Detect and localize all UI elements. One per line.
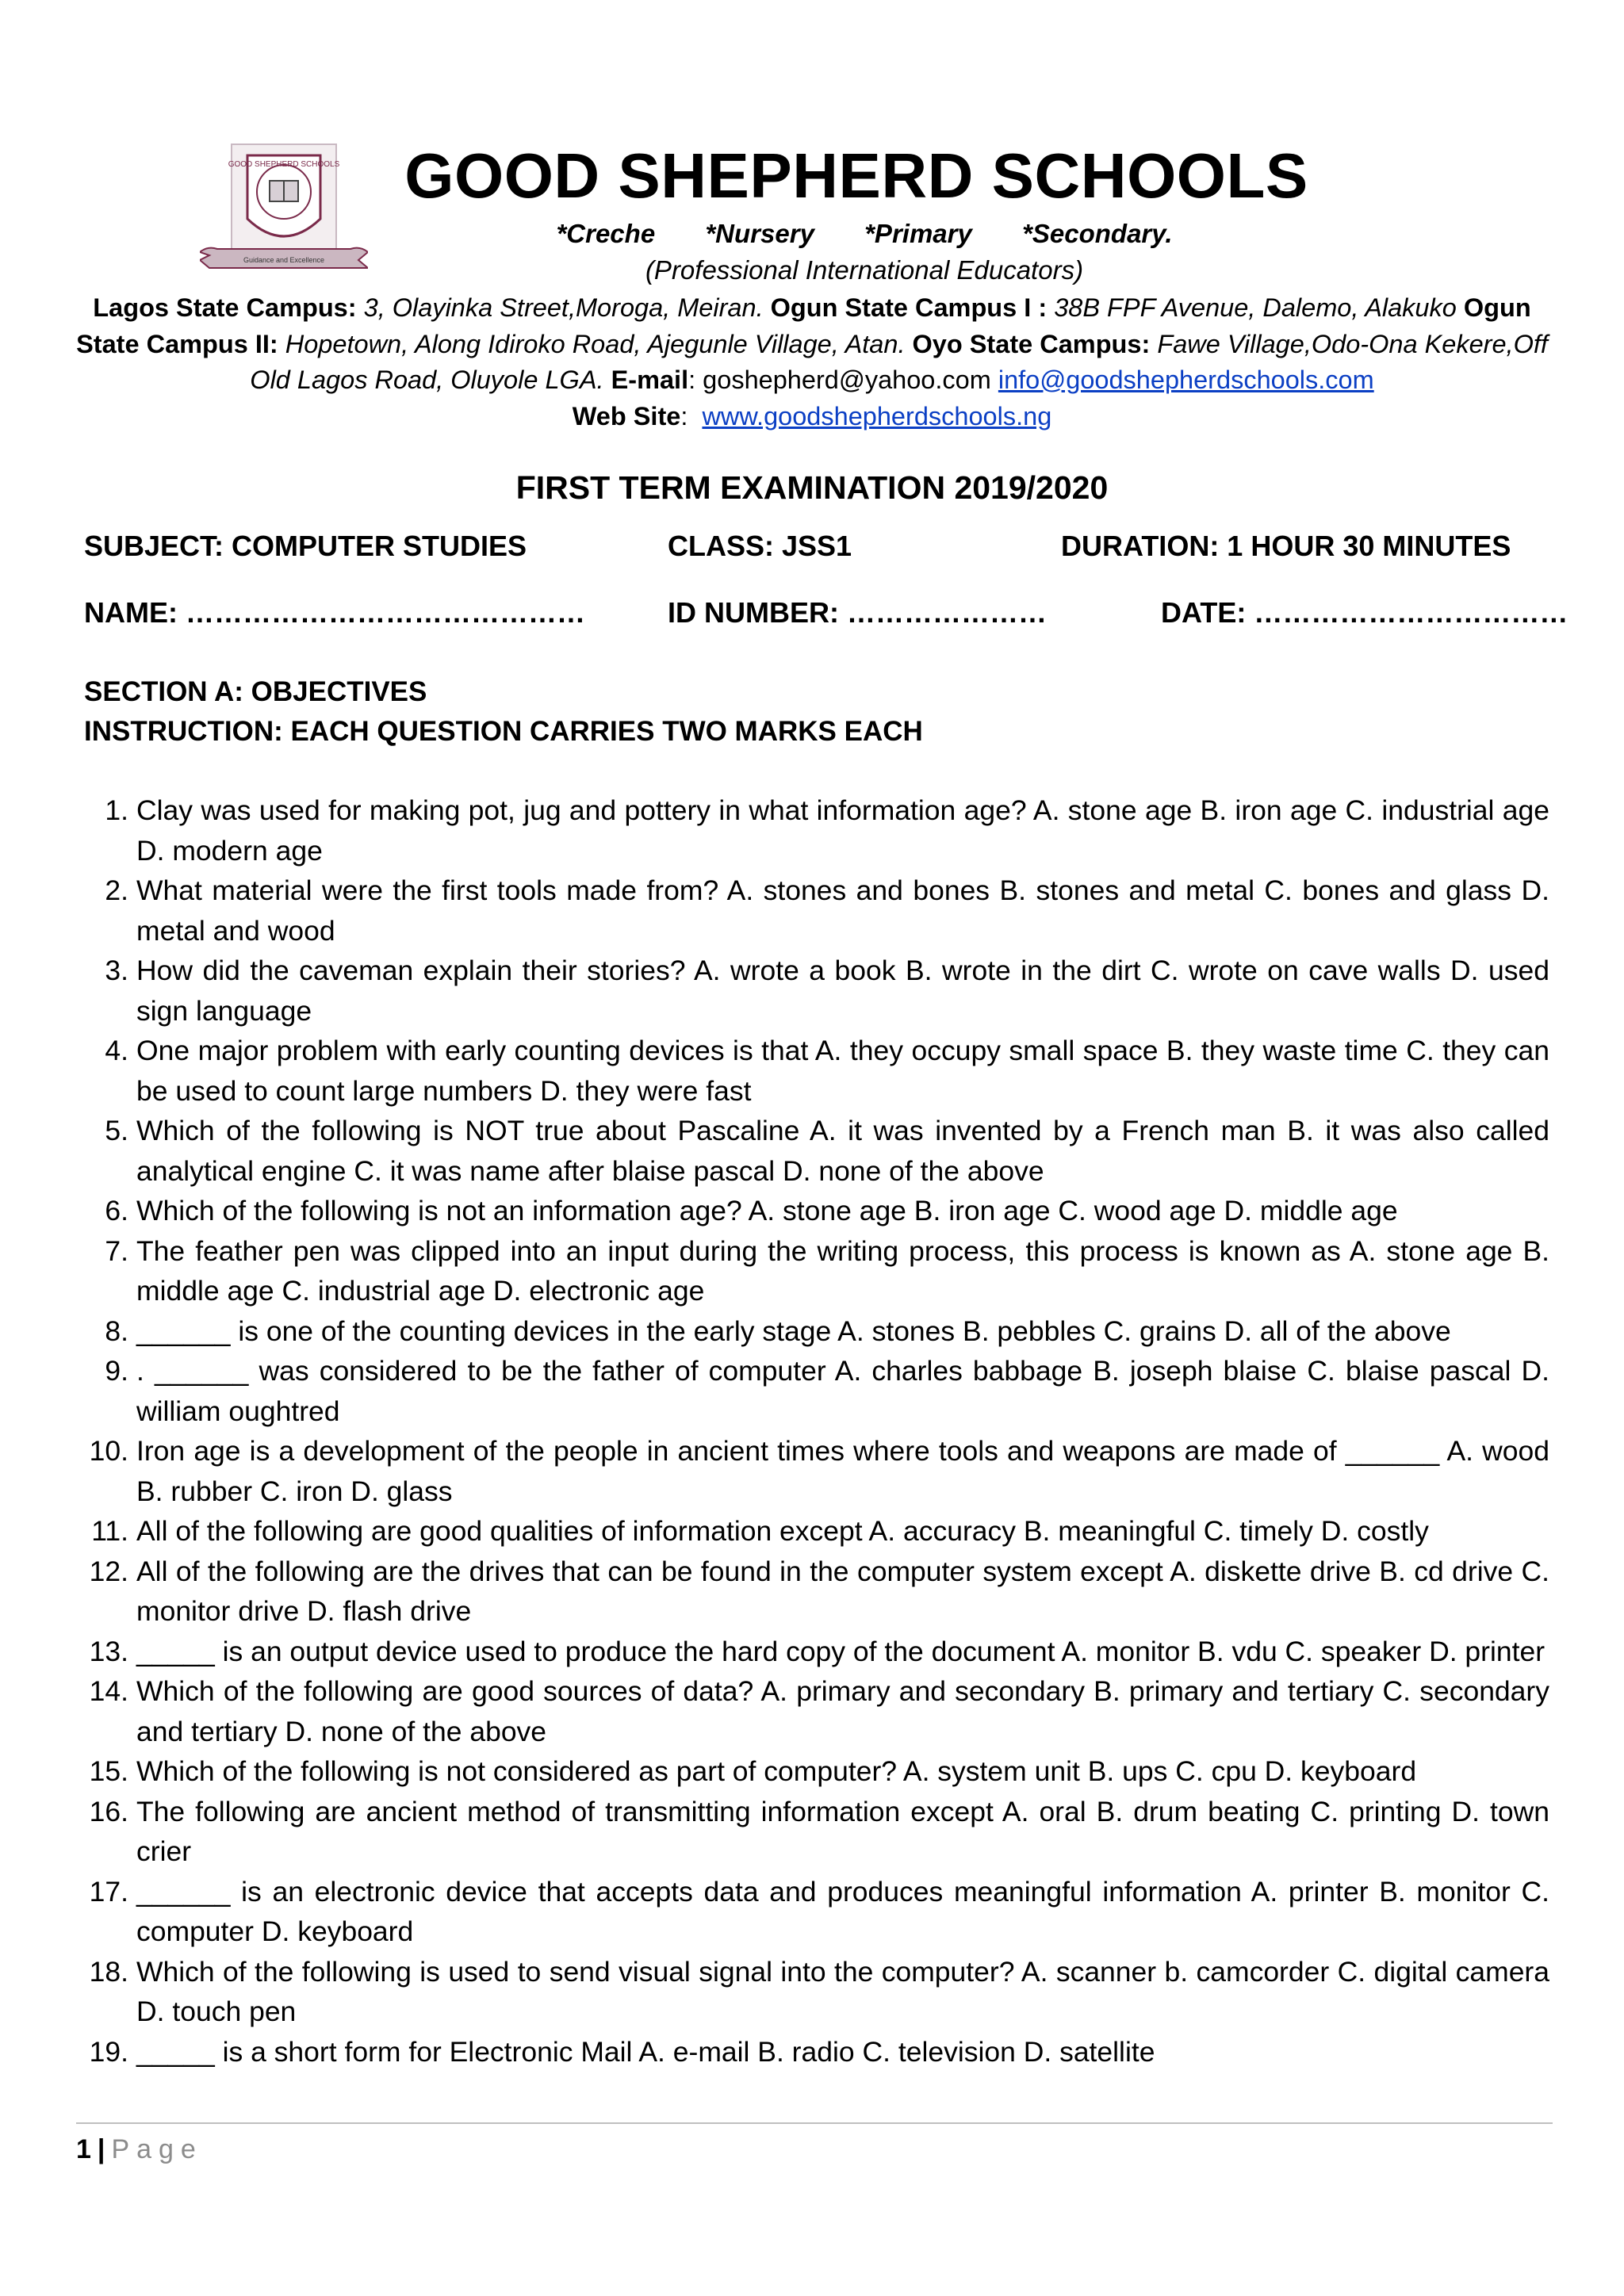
question-number: 7. <box>105 1234 128 1267</box>
id-number-field: ID NUMBER: ………………… <box>668 596 1047 629</box>
website-link[interactable]: www.goodshepherdschools.ng <box>702 401 1052 430</box>
question-text: ______ is an electronic device that accepts data and produces meaningful information A. printer B. monitor C. computer D. keyboard <box>136 1875 1549 1947</box>
campus-addresses: Lagos State Campus: 3, Olayinka Street,Moroga, Meiran. Ogun State Campus I : 38B FPF Avenue, Dalemo, Alakuko Ogun State Campus II: Hopetown, Along Idiroko Road, Ajegunle Village, Atan. Oyo State Campus: Fawe Village,Odo-Ona Kekere,Off Old Lagos Road, Oluyole LGA. E-mail: goshepherd@yahoo.com info@goodshepherdschools.com Web Site: www.goodshepherdschools.ng <box>76 293 1548 430</box>
school-name: GOOD SHEPHERD SCHOOLS <box>404 140 1308 211</box>
school-tagline: (Professional International Educators) <box>645 255 1084 285</box>
class-field: CLASS: JSS1 <box>668 530 852 562</box>
ogun1-campus-label: Ogun State Campus I : <box>770 293 1048 322</box>
date-field: DATE: …………………………… <box>1161 596 1568 629</box>
question-item <box>84 1511 1549 1552</box>
question-number: 19. <box>89 2035 128 2068</box>
question-text: Which of the following is not considered as part of computer? A. system unit B. ups C. cpu D. keyboard <box>136 1755 1417 1787</box>
question-number: 5. <box>105 1115 128 1146</box>
question-text: One major problem with early counting devices is that A. they occupy small space B. they waste time C. they can be used to count large numbers D. they were fast <box>136 1035 1549 1107</box>
question-text: . ______ was considered to be the father of computer A. charles babbage B. joseph blaise C. blaise pascal D. william oughtred <box>136 1355 1549 1427</box>
question-number: 15. <box>89 1755 128 1787</box>
question-item <box>84 1311 1549 1352</box>
name-field: NAME: …………………………………… <box>84 596 585 629</box>
question-item <box>84 871 1549 951</box>
ogun1-campus-address: 38B FPF Avenue, Dalemo, Alakuko <box>1054 293 1457 322</box>
ogun2-campus-label: Ogun State Campus II: <box>76 293 1531 358</box>
question-text: What material were the first tools made from? A. stones and bones B. stones and metal C. bones and glass D. metal and wood <box>136 874 1549 947</box>
question-number: 18. <box>89 1955 128 1988</box>
question-number: 9. <box>105 1355 128 1387</box>
question-text: Clay was used for making pot, jug and pottery in what information age? A. stone age B. iron age C. industrial age D. modern age <box>136 794 1549 867</box>
section-instruction: INSTRUCTION: EACH QUESTION CARRIES TWO MARKS EACH <box>84 716 923 747</box>
question-item <box>84 951 1549 1031</box>
question-number: 8. <box>105 1314 128 1347</box>
question-text: Which of the following is NOT true about Pascaline A. it was invented by a French man B. it was also called analytical engine C. it was name after blaise pascal D. none of the above <box>136 1115 1549 1187</box>
email-info-link[interactable]: info@goodshepherdschools.com <box>998 365 1374 394</box>
question-item <box>84 1191 1549 1231</box>
question-text: The following are ancient method of transmitting information except A. oral B. drum beating C. printing D. town crier <box>136 1795 1549 1867</box>
email-label: E-mail <box>611 365 689 394</box>
footer-divider <box>76 2122 1553 2124</box>
question-text: _____ is an output device used to produce the hard copy of the document A. monitor B. vdu C. speaker D. printer <box>136 1635 1545 1667</box>
question-item <box>84 1111 1549 1191</box>
question-text: ______ is one of the counting devices in the early stage A. stones B. pebbles C. grains D. all of the above <box>136 1314 1451 1347</box>
question-item <box>84 1751 1549 1792</box>
question-item <box>84 2032 1549 2072</box>
question-number: 3. <box>105 955 128 986</box>
question-text: How did the caveman explain their stories? A. wrote a book B. wrote in the dirt C. wrote on cave walls D. used sign language <box>136 955 1549 1027</box>
question-item <box>84 1792 1549 1872</box>
question-item <box>84 1351 1549 1431</box>
oyo-campus-label: Oyo State Campus: <box>912 329 1151 358</box>
page-number: 1 <box>76 2134 91 2164</box>
footer-separator: | <box>97 2134 105 2164</box>
question-item <box>84 1872 1549 1952</box>
question-item <box>84 1632 1549 1672</box>
question-text: Iron age is a development of the people in ancient times where tools and weapons are made of ______ A. wood B. rubber C. iron D. glass <box>136 1435 1549 1507</box>
page-label: Page <box>111 2134 203 2164</box>
school-levels <box>476 219 1253 249</box>
question-number: 4. <box>105 1035 128 1066</box>
question-item <box>84 1952 1549 2032</box>
level-nursery: *Nursery <box>705 219 814 248</box>
question-text: _____ is a short form for Electronic Mail A. e-mail B. radio C. television D. satellite <box>136 2035 1155 2068</box>
level-primary: *Primary <box>864 219 972 248</box>
exam-title: FIRST TERM EXAMINATION 2019/2020 <box>515 469 1109 506</box>
ogun2-campus-address: Hopetown, Along Idiroko Road, Ajegunle Village, Atan. <box>285 329 906 358</box>
lagos-campus-label: Lagos State Campus: <box>93 293 357 322</box>
question-number: 10. <box>89 1435 128 1467</box>
question-number: 17. <box>89 1875 128 1908</box>
question-text: Which of the following are good sources of data? A. primary and secondary B. primary and tertiary C. secondary and tertiary D. none of the above <box>136 1675 1549 1747</box>
question-list <box>84 790 1549 2072</box>
question-item <box>84 1552 1549 1632</box>
question-text: Which of the following is used to send visual signal into the computer? A. scanner b. camcorder C. digital camera D. touch pen <box>136 1955 1549 2027</box>
crest-motto: Guidance and Excellence <box>243 256 325 264</box>
duration-field: DURATION: 1 HOUR 30 MINUTES <box>1061 530 1511 562</box>
question-item <box>84 1031 1549 1111</box>
question-item <box>84 1431 1549 1511</box>
question-number: 2. <box>105 874 128 906</box>
question-item <box>84 1671 1549 1751</box>
oyo-campus-address: Fawe Village,Odo-Ona Kekere,Off Old Lagos Road, Oluyole LGA. <box>250 329 1548 394</box>
question-item <box>84 1231 1549 1311</box>
question-number: 1. <box>105 794 128 826</box>
question-text: All of the following are good qualities of information except A. accuracy B. meaningful C. timely D. costly <box>136 1515 1429 1547</box>
lagos-campus-address: 3, Olayinka Street,Moroga, Meiran. <box>363 293 764 322</box>
question-text: Which of the following is not an information age? A. stone age B. iron age C. wood age D. middle age <box>136 1195 1398 1226</box>
question-number: 14. <box>89 1675 128 1707</box>
question-text: The feather pen was clipped into an input during the writing process, this process is known as A. stone age B. middle age C. industrial age D. electronic age <box>136 1234 1549 1307</box>
email-primary: goshepherd@yahoo.com <box>703 365 991 394</box>
question-text: All of the following are the drives that can be found in the computer system except A. diskette drive B. cd drive C. monitor drive D. flash drive <box>136 1555 1549 1627</box>
question-item <box>84 790 1549 871</box>
page-footer <box>76 2134 203 2165</box>
question-number: 11. <box>91 1515 128 1547</box>
website-label: Web Site <box>572 401 681 430</box>
question-number: 16. <box>89 1795 128 1827</box>
question-number: 6. <box>105 1195 128 1226</box>
section-title: SECTION A: OBJECTIVES <box>84 676 427 707</box>
level-creche: *Creche <box>556 219 656 248</box>
subject-field: SUBJECT: COMPUTER STUDIES <box>84 530 527 562</box>
question-number: 13. <box>89 1635 128 1667</box>
question-number: 12. <box>89 1555 128 1587</box>
level-secondary: *Secondary. <box>1022 219 1173 248</box>
crest-text: GOOD SHEPHERD SCHOOLS <box>228 160 340 169</box>
